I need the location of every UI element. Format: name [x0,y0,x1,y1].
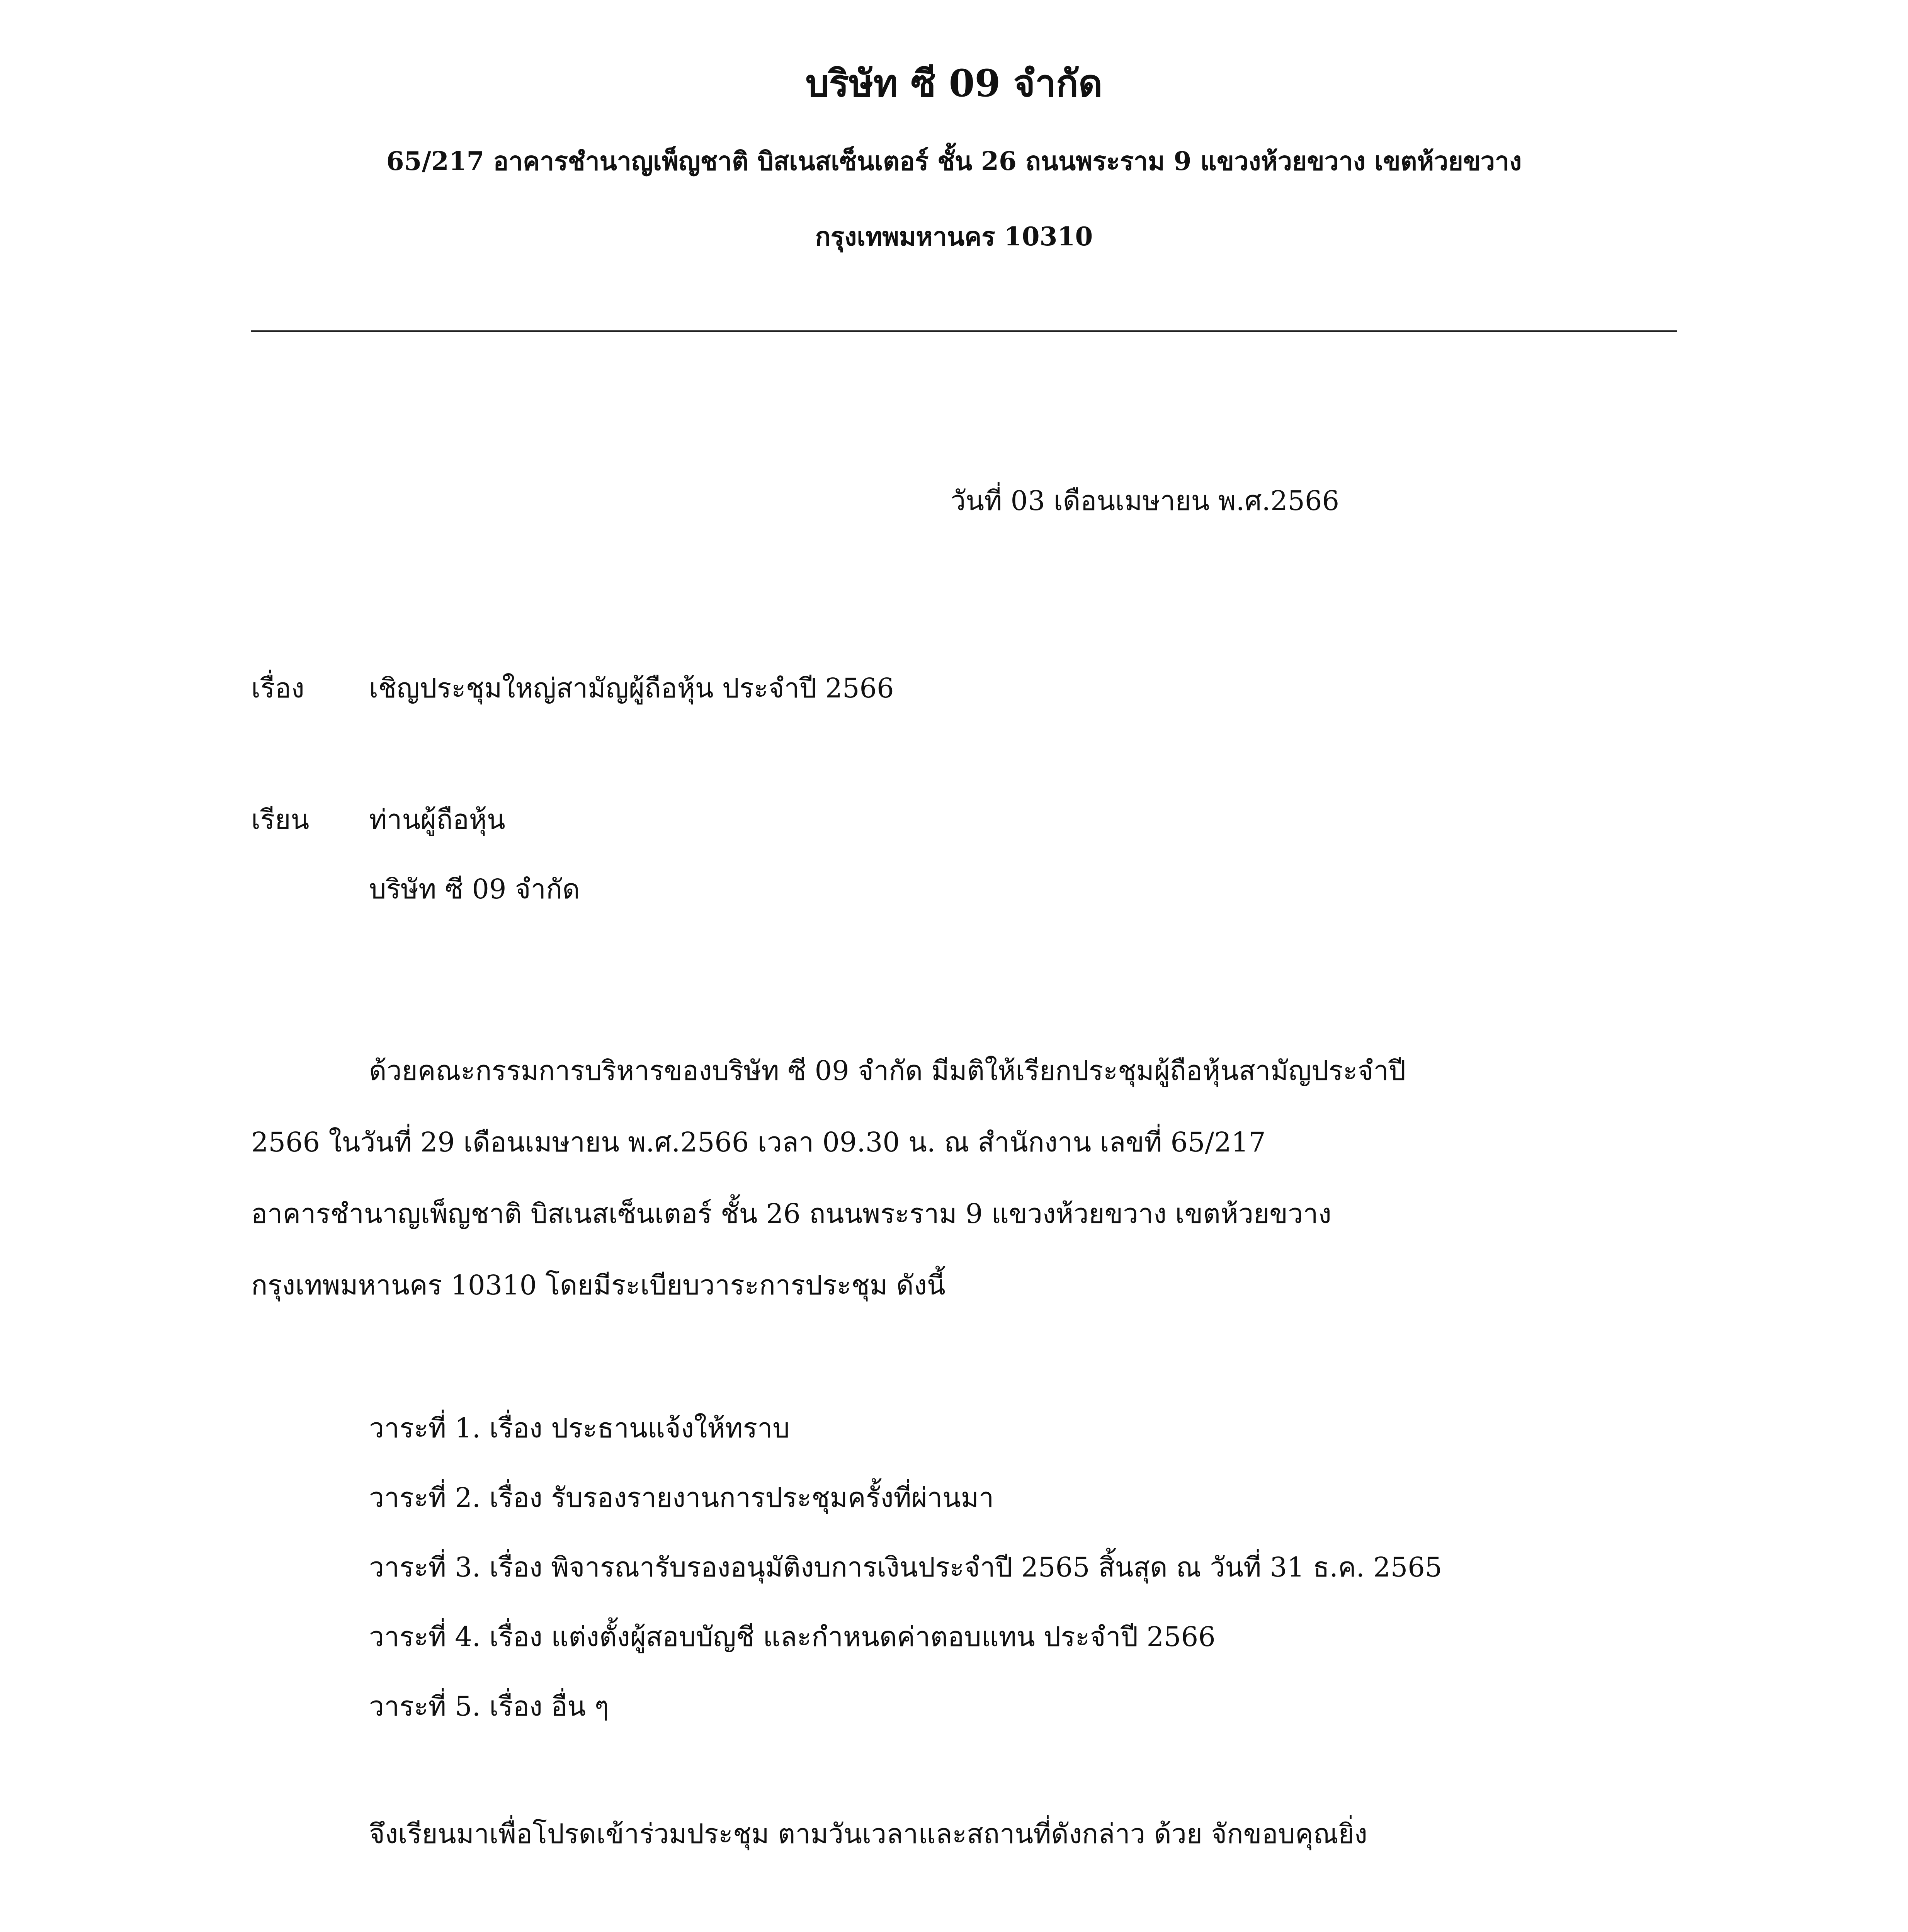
agenda-item-2: วาระที่ 2. เรื่อง รับรองรายงานการประชุมครั้งที่ผ่านมา [369,1482,994,1514]
subject-text: เชิญประชุมใหญ่สามัญผู้ถือหุ้น ประจำปี 2566 [369,672,894,704]
closing-sentence: จึงเรียนมาเพื่อโปรดเข้าร่วมประชุม ตามวันเวลาและสถานที่ดังกล่าว ด้วย จักขอบคุณยิ่ง [369,1818,1367,1850]
company-address-line2: กรุงเทพมหานคร 10310 [815,221,1093,252]
recipient-label: เรียน [251,804,309,835]
header-divider [251,330,1677,332]
letter-date: วันที่ 03 เดือนเมษายน พ.ศ.2566 [951,485,1340,517]
recipient-line1: ท่านผู้ถือหุ้น [369,804,505,835]
company-name: บริษัท ซี 09 จำกัด [805,61,1103,105]
agenda-item-4: วาระที่ 4. เรื่อง แต่งตั้งผู้สอบบัญชี และกำหนดค่าตอบแทน ประจำปี 2566 [369,1621,1216,1653]
agenda-item-1: วาระที่ 1. เรื่อง ประธานแจ้งให้ทราบ [369,1412,790,1444]
body-line3: อาคารชำนาญเพ็ญชาติ บิสเนสเซ็นเตอร์ ชั้น 26 ถนนพระราม 9 แขวงห้วยขวาง เขตห้วยขวาง [251,1198,1332,1230]
subject-label: เรื่อง [251,672,304,704]
body-line2: 2566 ในวันที่ 29 เดือนเมษายน พ.ศ.2566 เวลา 09.30 น. ณ สำนักงาน เลขที่ 65/217 [251,1126,1266,1158]
recipient-line2: บริษัท ซี 09 จำกัด [369,873,580,905]
agenda-item-3: วาระที่ 3. เรื่อง พิจารณารับรองอนุมัติงบการเงินประจำปี 2565 สิ้นสุด ณ วันที่ 31 ธ.ค. 2565 [369,1551,1442,1583]
body-line4: กรุงเทพมหานคร 10310 โดยมีระเบียบวาระการประชุม ดังนี้ [251,1269,945,1301]
body-line1: ด้วยคณะกรรมการบริหารของบริษัท ซี 09 จำกัด มีมติให้เรียกประชุมผู้ถือหุ้นสามัญประจำปี [369,1055,1406,1087]
agenda-item-5: วาระที่ 5. เรื่อง อื่น ๆ [369,1690,609,1722]
company-address-line1: 65/217 อาคารชำนาญเพ็ญชาติ บิสเนสเซ็นเตอร์ ชั้น 26 ถนนพระราม 9 แขวงห้วยขวาง เขตห้วยขวาง [386,146,1522,176]
